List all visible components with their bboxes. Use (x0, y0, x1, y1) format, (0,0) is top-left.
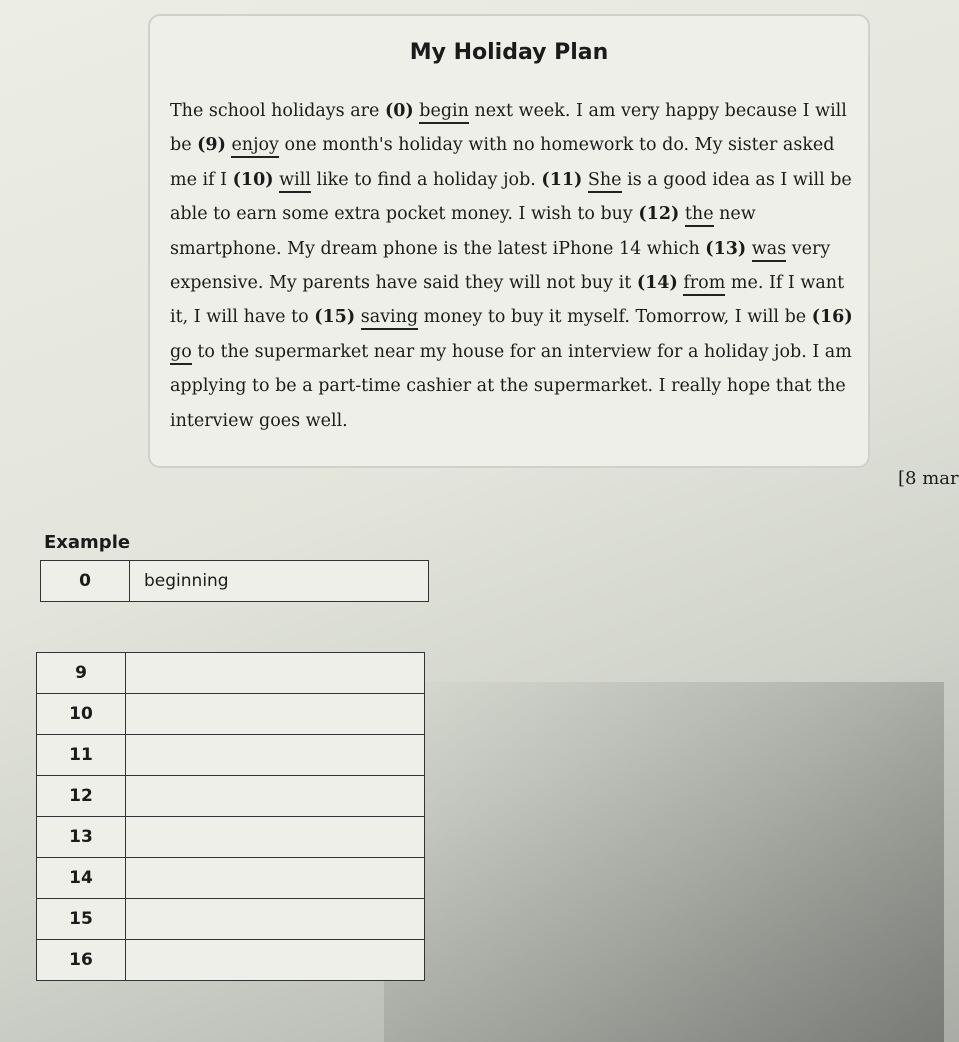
passage-box (148, 14, 870, 468)
answer-blank[interactable] (126, 776, 425, 817)
passage-segment: next week. I am very happy because I will be (170, 101, 847, 156)
answer-blank[interactable] (126, 817, 425, 858)
underlined-word: saving (361, 307, 418, 330)
answer-blank[interactable] (126, 940, 425, 981)
answer-row (37, 858, 425, 899)
answer-blank[interactable] (126, 858, 425, 899)
passage-segment: to the supermarket near my house for an interview for a holiday job. I am applying to be a part-time cashier at the supermarket. I really hope that the interview goes well. (170, 341, 852, 431)
question-number: (11) (541, 169, 583, 190)
passage-segment (746, 239, 752, 259)
question-number: (12) (638, 204, 680, 225)
answer-row (37, 653, 425, 694)
passage-text (170, 94, 854, 438)
passage-segment (355, 307, 361, 327)
underlined-word: was (752, 239, 786, 262)
page-shadow (384, 682, 944, 1042)
answer-blank[interactable] (126, 694, 425, 735)
answer-number: 14 (37, 858, 126, 899)
passage-segment: very expensive. My parents have said they will not buy it (170, 238, 831, 294)
answer-number: 12 (37, 776, 126, 817)
underlined-word: begin (419, 101, 469, 124)
example-heading: Example (44, 532, 131, 553)
example-answer: beginning (130, 561, 429, 602)
answer-number: 11 (37, 735, 126, 776)
passage-segment: one month's holiday with no homework to do. My sister asked me if I (170, 135, 835, 190)
marks-label: [8 mar (898, 468, 959, 489)
passage-segment: money to buy it myself. Tomorrow, I will be (418, 307, 812, 328)
answer-row (37, 817, 425, 858)
underlined-word: She (588, 170, 622, 193)
answer-blank[interactable] (126, 899, 425, 940)
underlined-word: from (683, 273, 725, 296)
passage-segment: like to find a holiday job. (310, 169, 542, 190)
answer-row (37, 694, 425, 735)
example-table (40, 560, 429, 602)
underlined-word: enjoy (231, 135, 278, 158)
question-number: (16) (811, 307, 853, 328)
answer-blank[interactable] (126, 735, 425, 776)
passage-segment: new smartphone. My dream phone is the latest iPhone 14 which (170, 204, 756, 259)
question-number: (13) (705, 238, 747, 259)
answer-number: 9 (37, 653, 126, 694)
answer-row (37, 735, 425, 776)
underlined-word: will (279, 170, 311, 193)
question-number: (14) (636, 273, 678, 294)
answer-number: 13 (37, 817, 126, 858)
question-number: (0) (384, 101, 414, 121)
example-row (41, 561, 429, 602)
answer-row (37, 940, 425, 981)
question-number: (9) (197, 135, 226, 156)
answer-table (36, 652, 425, 981)
example-number: 0 (41, 561, 130, 602)
answer-number: 10 (37, 694, 126, 735)
passage-segment: me. If I want it, I will have to (170, 273, 845, 328)
answer-blank[interactable] (126, 653, 425, 694)
answer-row (37, 899, 425, 940)
answer-number: 15 (37, 899, 126, 940)
passage-segment: The school holidays are (170, 101, 385, 121)
question-number: (15) (314, 307, 356, 328)
question-number: (10) (232, 169, 274, 190)
underlined-word: the (685, 204, 714, 227)
passage-title: My Holiday Plan (409, 40, 609, 65)
answer-row (37, 776, 425, 817)
underlined-word: go (170, 342, 192, 365)
passage-segment: is a good idea as I will be able to earn some extra pocket money. I wish to buy (170, 169, 852, 225)
answer-number: 16 (37, 940, 126, 981)
